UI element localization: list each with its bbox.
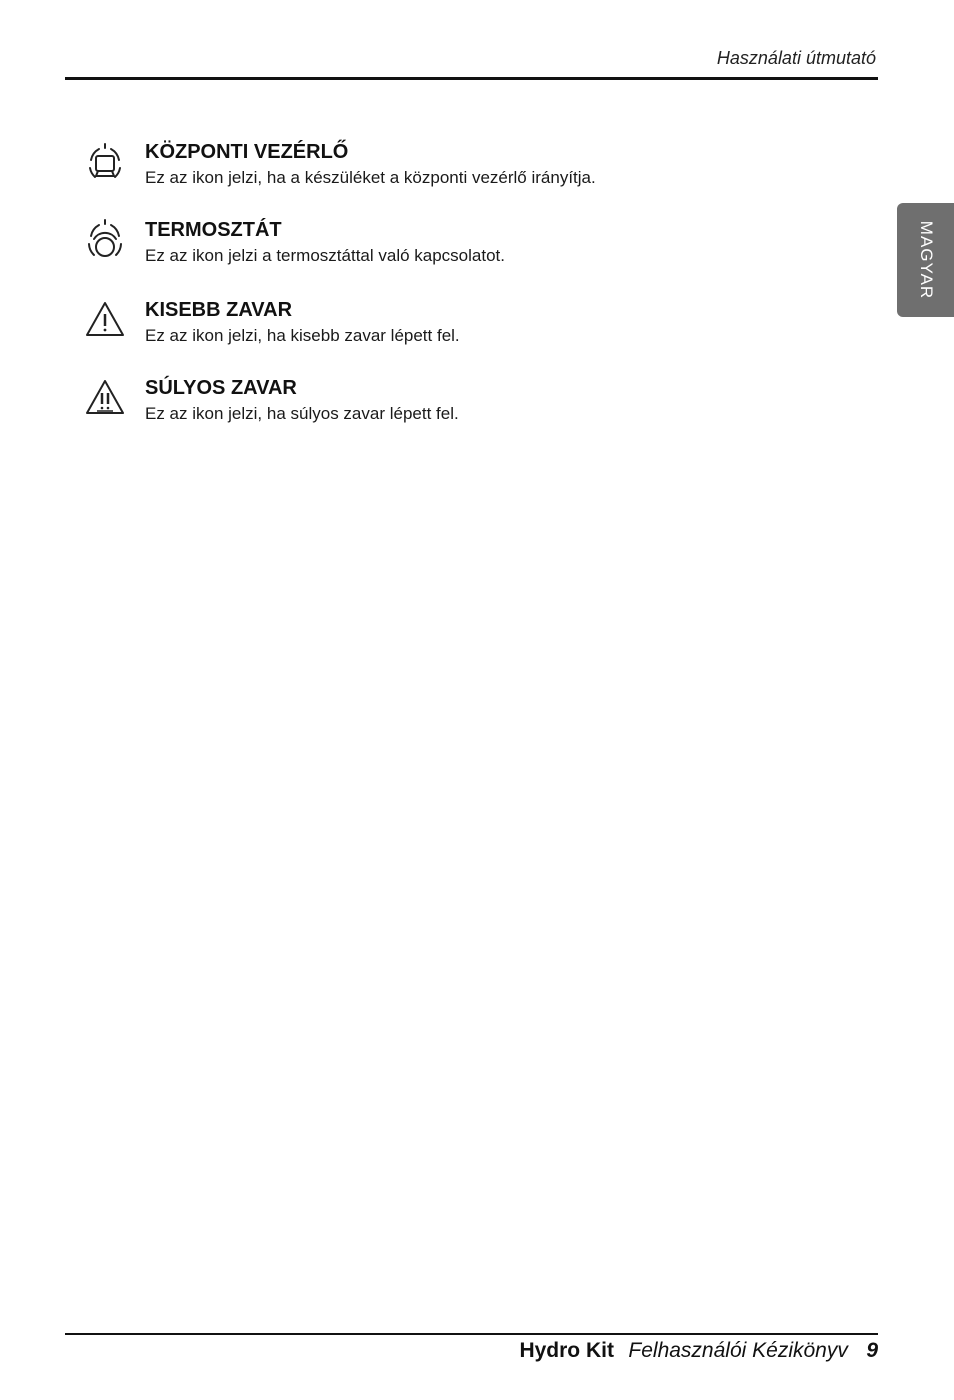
list-item [80,377,840,437]
footer-brand: Hydro Kit [519,1339,614,1362]
header-divider [65,77,878,80]
entry-description: Ez az ikon jelzi, ha súlyos zavar lépett fel. [145,404,459,423]
footer-title: Felhasználói Kézikönyv [628,1339,848,1362]
page-number: 9 [866,1339,878,1362]
entry-description: Ez az ikon jelzi, ha a készüléket a központi vezérlő irányítja. [145,168,596,187]
minor-error-icon [80,297,130,347]
entry-title: SÚLYOS ZAVAR [145,377,297,399]
language-tab [897,203,954,317]
thermostat-icon [80,217,130,267]
list-item [80,219,840,279]
language-tab-label: MAGYAR [916,220,936,300]
entry-description: Ez az ikon jelzi a termosztáttal való kapcsolatot. [145,246,505,265]
entry-title: KISEBB ZAVAR [145,299,293,321]
header-title: Használati útmutató [716,48,876,68]
entry-description: Ez az ikon jelzi, ha kisebb zavar lépett fel. [145,326,460,345]
list-item [80,299,840,359]
central-controller-icon [80,139,130,189]
entry-title: KÖZPONTI VEZÉRLŐ [145,141,349,163]
major-error-icon [80,375,130,425]
footer-divider [65,1333,878,1335]
list-item [80,141,840,201]
page-footer [519,1339,878,1363]
entry-title: TERMOSZTÁT [145,219,282,241]
